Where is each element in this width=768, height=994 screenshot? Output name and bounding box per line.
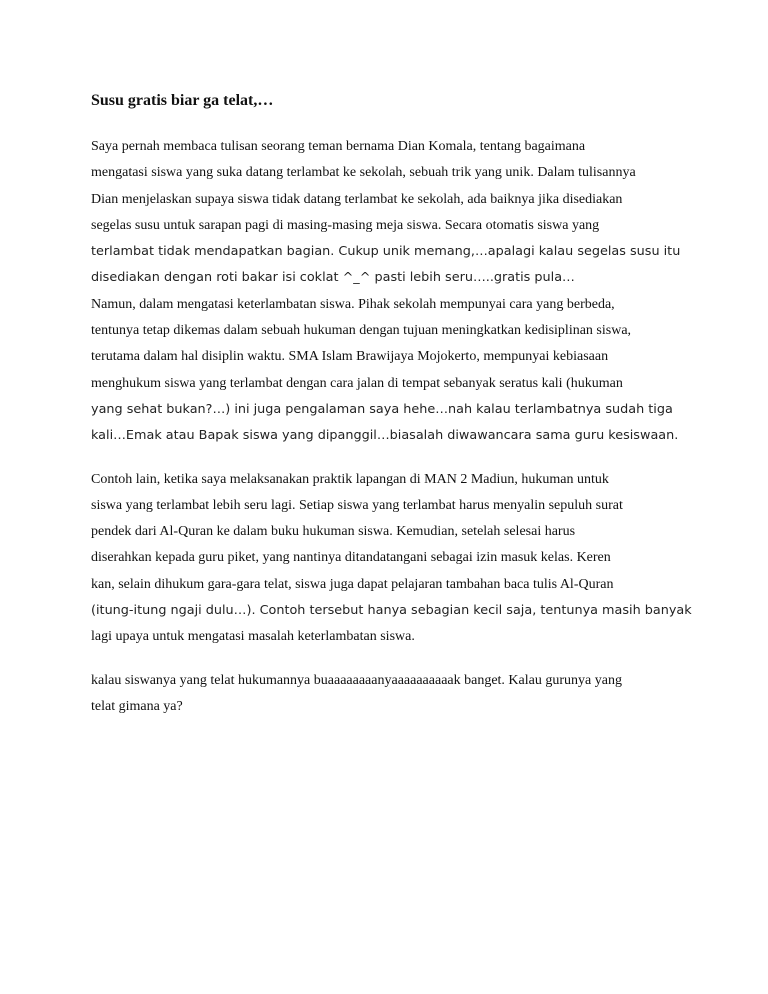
paragraph-line: mengatasi siswa yang suka datang terlambat ke sekolah, sebuah trik yang unik. Dalam tulisannya [91,165,636,181]
paragraph-line: tentunya tetap dikemas dalam sebuah hukuman dengan tujuan meningkatkan kedisiplinan siswa, [91,323,632,339]
paragraph-line: terutama dalam hal disiplin waktu. SMA Islam Brawijaya Mojokerto, mempunyai kebiasaan [91,349,609,365]
paragraph-line: kan, selain dihukum gara-gara telat, siswa juga dapat pelajaran tambahan baca tulis Al-Quran [91,576,614,592]
paragraph [91,467,691,651]
paragraph-line: yang sehat bukan?…) ini juga pengalaman saya hehe…nah kalau terlambatnya sudah tiga [91,401,673,417]
paragraph-line: menghukum siswa yang terlambat dengan cara jalan di tempat sebanyak seratus kali (hukuman [91,375,623,391]
paragraph-line: disediakan dengan roti bakar isi coklat ^_^ pasti lebih seru…..gratis pula… [91,270,575,286]
document-body [91,134,691,720]
paragraph-line: kali…Emak atau Bapak siswa yang dipanggil…biasalah diwawancara sama guru kesiswaan. [91,428,679,444]
paragraph-line: kalau siswanya yang telat hukumannya buaaaaaaaanyaaaaaaaaaak banget. Kalau gurunya yang [91,672,622,688]
paragraph-line: Saya pernah membaca tulisan seorang teman bernama Dian Komala, tentang bagaimana [91,139,586,154]
paragraph-line: diserahkan kepada guru piket, yang nantinya ditandatangani sebagai izin masuk kelas. Keren [91,550,611,566]
paragraph-line: (itung-itung ngaji dulu…). Contoh tersebut hanya sebagian kecil saja, tentunya masih banyak [91,603,692,619]
paragraph-line: segelas susu untuk sarapan pagi di masing-masing meja siswa. Secara otomatis siswa yang [91,217,600,233]
paragraph-line: telat gimana ya? [91,698,183,714]
paragraph-line: terlambat tidak mendapatkan bagian. Cukup unik memang,…apalagi kalau segelas susu itu [91,244,681,260]
paragraph-line: pendek dari Al-Quran ke dalam buku hukuman siswa. Kemudian, setelah selesai harus [91,524,576,540]
paragraph [91,134,691,450]
document-title: Susu gratis biar ga telat,… [91,92,274,109]
paragraph [91,668,691,721]
paragraph-line: siswa yang terlambat lebih seru lagi. Setiap siswa yang terlambat harus menyalin sepuluh surat [91,497,623,513]
paragraph-line: lagi upaya untuk mengatasi masalah keterlambatan siswa. [91,629,415,645]
paragraph-line: Contoh lain, ketika saya melaksanakan praktik lapangan di MAN 2 Madiun, hukuman untuk [91,471,609,487]
paragraph-line: Namun, dalam mengatasi keterlambatan siswa. Pihak sekolah mempunyai cara yang berbeda, [91,296,615,312]
document-page [91,88,691,737]
paragraph-line: Dian menjelaskan supaya siswa tidak datang terlambat ke sekolah, ada baiknya jika disediakan [91,191,623,207]
